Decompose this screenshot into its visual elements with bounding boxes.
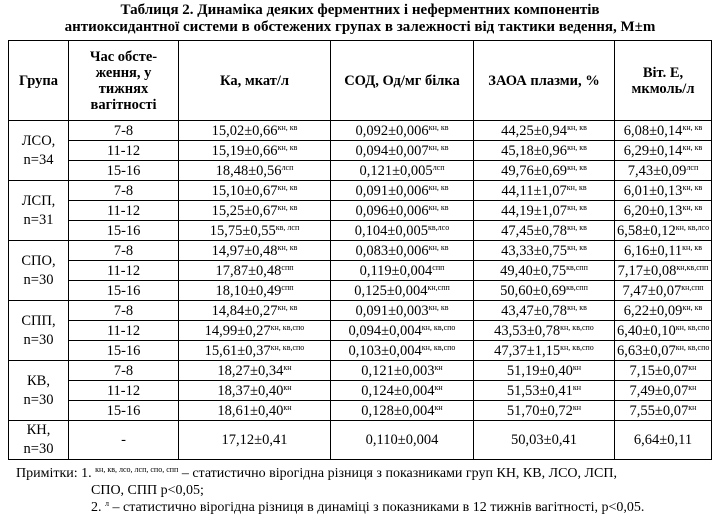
cell-significance: кн, кв (277, 202, 298, 212)
cell-significance: кв,спп (566, 282, 588, 292)
time-cell: 11-12 (69, 141, 179, 161)
group-label: КВ, n=30 (9, 361, 69, 421)
table-row (9, 341, 712, 361)
time-cell: 11-12 (69, 381, 179, 401)
value-cell (179, 281, 331, 301)
cell-value: 49,40±0,75 (500, 262, 567, 279)
cell-significance: спп (281, 282, 294, 292)
cell-value: 6,29±0,14 (623, 142, 683, 159)
cell-significance: кн, кв (277, 122, 298, 132)
table-body (9, 121, 712, 460)
cell-significance: кн (434, 362, 443, 372)
cell-value: 7,47±0,07 (622, 282, 682, 299)
table-notes (16, 465, 716, 516)
table-row (9, 241, 712, 261)
value-cell (331, 301, 474, 321)
cell-significance: кн, кв (682, 202, 703, 212)
cell-value: 6,08±0,14 (623, 122, 683, 139)
cell-value: 18,10±0,49 (215, 282, 282, 299)
cell-significance: кн, кв (428, 242, 449, 252)
cell-value: 47,37±1,15 (494, 342, 561, 359)
cell-value: 15,61±0,37 (204, 342, 271, 359)
cell-value: 51,53±0,41 (506, 382, 573, 399)
header-zaoa: ЗАОА плазми, % (474, 41, 615, 121)
cell-significance: кн (283, 362, 292, 372)
cell-value: 7,43±0,09 (627, 162, 687, 179)
cell-value: 15,75±0,55 (209, 222, 276, 239)
cell-value: 18,37±0,40 (217, 382, 284, 399)
cell-significance: кн, кв,спо (560, 322, 594, 332)
cell-value: 51,70±0,72 (506, 402, 573, 419)
cell-value: 14,99±0,27 (204, 322, 271, 339)
value-cell (474, 381, 615, 401)
cell-value: 6,63±0,07 (617, 342, 676, 359)
cell-significance: кв,лсо (428, 222, 450, 232)
value-cell (331, 361, 474, 381)
cell-significance: спп (432, 262, 445, 272)
cell-significance: кн, кв (682, 302, 703, 312)
cell-significance: кн, кв (428, 202, 449, 212)
value-cell (474, 141, 615, 161)
cell-value: 15,10±0,67 (211, 182, 278, 199)
value-cell (179, 261, 331, 281)
cell-value: 6,40±0,10 (617, 322, 676, 339)
cell-significance: кн, кв (428, 142, 449, 152)
cell-value: 44,11±1,07 (501, 182, 567, 199)
cell-value: 0,128±0,004 (361, 402, 435, 419)
header-sod: СОД, Од/мг білка (331, 41, 474, 121)
value-cell (615, 281, 712, 301)
cell-significance: кн, кв (567, 222, 587, 232)
value-cell (331, 341, 474, 361)
cell-value: 0,103±0,004 (348, 342, 422, 359)
note-2-superscript: л (105, 499, 109, 508)
cell-value: 15,02±0,66 (211, 122, 278, 139)
table-row (9, 141, 712, 161)
cell-value: 0,121±0,003 (361, 362, 435, 379)
value-cell (615, 341, 712, 361)
value-cell (179, 121, 331, 141)
value-cell (331, 261, 474, 281)
cell-significance: лсп (281, 162, 294, 172)
cell-value: 6,22±0,09 (623, 302, 683, 319)
cell-significance: кн, кв (428, 302, 449, 312)
cell-value: 0,119±0,004 (359, 262, 433, 279)
cell-value: 17,87±0,48 (215, 262, 282, 279)
value-cell (331, 181, 474, 201)
value-cell (474, 421, 615, 460)
cell-significance: кн, кв,лсо (675, 222, 710, 232)
cell-significance: кн, кв (567, 302, 587, 312)
table-row (9, 321, 712, 341)
table-title-line-2: антиоксидантної системи в обстежених групах в залежності від тактики ведення, M±m (64, 19, 656, 35)
value-cell (615, 301, 712, 321)
cell-significance: кн, кв (277, 302, 298, 312)
table-row (9, 261, 712, 281)
value-cell (615, 381, 712, 401)
note-1-superscript: кн, кв, лсо, лсп, спо, спп (95, 465, 179, 474)
cell-significance: кн (283, 402, 292, 412)
cell-value: 0,092±0,006 (355, 122, 429, 139)
cell-significance: лсп (686, 162, 699, 172)
value-cell (179, 241, 331, 261)
header-ka: Ка, мкат/л (179, 41, 331, 121)
time-cell: 15-16 (69, 221, 179, 241)
value-cell (615, 321, 712, 341)
value-cell (331, 401, 474, 421)
value-cell (474, 361, 615, 381)
table-row (9, 161, 712, 181)
value-cell (331, 321, 474, 341)
cell-significance: кн, кв,спо (421, 342, 456, 352)
cell-value: 47,45±0,78 (501, 222, 568, 239)
value-cell (331, 201, 474, 221)
group-label: ЛСП, n=31 (9, 181, 69, 241)
cell-significance: кн,кв,спп (676, 262, 709, 272)
time-cell: 15-16 (69, 161, 179, 181)
cell-significance: кн (283, 382, 292, 392)
cell-value: 7,17±0,08 (617, 262, 677, 279)
cell-significance: кн, кв (682, 242, 702, 252)
cell-significance: кн (572, 362, 582, 372)
value-cell (615, 401, 712, 421)
time-cell: 15-16 (69, 281, 179, 301)
cell-value: 0,094±0,004 (348, 322, 422, 339)
note-1-prefix: Примітки: 1. (16, 466, 92, 481)
table-row (9, 361, 712, 381)
group-label: ЛСО, n=34 (9, 121, 69, 181)
note-1-text: – статистично вірогідна різниця з показниками груп КН, КВ, ЛСО, ЛСП, (178, 466, 617, 481)
value-cell (474, 401, 615, 421)
cell-significance: кн, кв (428, 122, 449, 132)
value-cell (179, 201, 331, 221)
value-cell (615, 241, 712, 261)
cell-significance: кн, кв (567, 202, 587, 212)
cell-significance: кн (688, 382, 697, 392)
cell-value: 6,58±0,12 (617, 222, 676, 239)
cell-value: 0,096±0,006 (355, 202, 429, 219)
table-row (9, 181, 712, 201)
cell-value: 0,104±0,005 (354, 222, 428, 239)
cell-value: 18,27±0,34 (217, 362, 284, 379)
cell-value: 17,12±0,41 (221, 432, 288, 448)
cell-significance: кн, кв (567, 142, 587, 152)
value-cell (331, 241, 474, 261)
cell-value: 50,03±0,41 (511, 432, 577, 448)
cell-significance: лсп (432, 162, 445, 172)
value-cell (615, 361, 712, 381)
table-title (0, 2, 720, 36)
cell-value: 0,091±0,006 (355, 182, 429, 199)
time-cell: 7-8 (69, 241, 179, 261)
cell-value: 6,01±0,13 (623, 182, 683, 199)
cell-significance: кн (572, 382, 582, 392)
time-cell: 15-16 (69, 401, 179, 421)
table-row (9, 281, 712, 301)
value-cell (331, 121, 474, 141)
cell-value: 0,124±0,004 (361, 382, 435, 399)
cell-value: 43,33±0,75 (501, 242, 568, 259)
cell-significance: кн (688, 402, 697, 412)
cell-value: 44,25±0,94 (501, 122, 568, 139)
value-cell (331, 281, 474, 301)
cell-significance: кн, кв (277, 182, 298, 192)
group-label: СПП, n=30 (9, 301, 69, 361)
value-cell (179, 161, 331, 181)
table-title-line-1: Таблиця 2. Динаміка деяких ферментних і неферментних компонентів (120, 2, 600, 18)
cell-significance: кв, лсп (275, 222, 300, 232)
value-cell (179, 321, 331, 341)
cell-significance: кн, кв (682, 142, 703, 152)
value-cell (474, 241, 615, 261)
header-time: Час обсте-ження, у тижнях вагітності (69, 41, 179, 121)
cell-significance: кн, кв,спо (675, 322, 710, 332)
cell-significance: кн, кв (567, 242, 587, 252)
value-cell (179, 401, 331, 421)
cell-value: 7,55±0,07 (629, 402, 689, 419)
table-row (9, 121, 712, 141)
cell-value: 15,19±0,66 (211, 142, 278, 159)
cell-significance: кн,спп (681, 282, 704, 292)
data-table (8, 40, 712, 460)
cell-value: 0,125±0,004 (354, 282, 428, 299)
value-cell (474, 121, 615, 141)
value-cell (615, 121, 712, 141)
cell-significance: кн (688, 362, 697, 372)
value-cell (179, 421, 331, 460)
cell-significance: кн, кв (277, 242, 298, 252)
value-cell (179, 221, 331, 241)
cell-significance: кн, кв (567, 162, 587, 172)
value-cell (615, 261, 712, 281)
cell-value: 0,110±0,004 (365, 432, 439, 448)
value-cell (331, 421, 474, 460)
header-vit-e: Віт. Е, мкмоль/л (615, 41, 712, 121)
value-cell (615, 201, 712, 221)
cell-significance: спп (281, 262, 294, 272)
value-cell (615, 181, 712, 201)
group-label: СПО, n=30 (9, 241, 69, 301)
cell-value: 18,61±0,40 (217, 402, 284, 419)
value-cell (179, 301, 331, 321)
cell-significance: кн, кв (428, 182, 449, 192)
value-cell (474, 201, 615, 221)
value-cell (179, 141, 331, 161)
time-cell: 7-8 (69, 181, 179, 201)
cell-value: 6,20±0,13 (623, 202, 683, 219)
value-cell (331, 381, 474, 401)
cell-value: 49,76±0,69 (501, 162, 568, 179)
cell-significance: кн (434, 402, 443, 412)
value-cell (179, 361, 331, 381)
table-row (9, 301, 712, 321)
cell-significance: кн, кв,спо (675, 342, 710, 352)
time-cell: 11-12 (69, 201, 179, 221)
value-cell (474, 341, 615, 361)
cell-value: 51,19±0,40 (506, 362, 573, 379)
cell-significance: кн,спп (427, 282, 450, 292)
cell-value: 15,25±0,67 (211, 202, 278, 219)
cell-significance: кн, кв,спо (270, 322, 305, 332)
value-cell (474, 161, 615, 181)
cell-value: 6,16±0,11 (623, 242, 683, 259)
note-2-prefix: 2. (91, 500, 102, 515)
value-cell (474, 321, 615, 341)
value-cell (331, 161, 474, 181)
value-cell (474, 221, 615, 241)
value-cell (331, 141, 474, 161)
time-cell: 7-8 (69, 361, 179, 381)
cell-value: 0,091±0,003 (355, 302, 429, 319)
time-cell: - (69, 421, 179, 460)
cell-value: 7,15±0,07 (629, 362, 689, 379)
cell-significance: кн (572, 402, 582, 412)
value-cell (615, 161, 712, 181)
value-cell (474, 181, 615, 201)
cell-value: 0,083±0,006 (355, 242, 429, 259)
cell-value: 18,48±0,56 (215, 162, 282, 179)
value-cell (615, 141, 712, 161)
cell-significance: кн, кв,спо (560, 342, 594, 352)
cell-significance: кн, кв,спо (270, 342, 305, 352)
time-cell: 7-8 (69, 121, 179, 141)
table-row (9, 381, 712, 401)
cell-value: 14,84±0,27 (211, 302, 278, 319)
cell-value: 44,19±1,07 (501, 202, 568, 219)
table-row (9, 401, 712, 421)
value-cell (179, 181, 331, 201)
table-row (9, 221, 712, 241)
note-line-2: СПО, СПП p<0,05; (91, 483, 204, 498)
value-cell (615, 421, 712, 460)
table-header-row (9, 41, 712, 121)
cell-value: 43,53±0,78 (494, 322, 561, 339)
cell-value: 43,47±0,78 (501, 302, 568, 319)
cell-significance: кн, кв (566, 182, 587, 192)
cell-value: 6,64±0,11 (633, 432, 693, 448)
cell-value: 0,121±0,005 (359, 162, 433, 179)
header-group: Група (9, 41, 69, 121)
value-cell (179, 381, 331, 401)
cell-value: 7,49±0,07 (629, 382, 689, 399)
cell-value: 50,60±0,69 (500, 282, 567, 299)
cell-value: 45,18±0,96 (501, 142, 568, 159)
table-row (9, 421, 712, 460)
time-cell: 11-12 (69, 261, 179, 281)
value-cell (331, 221, 474, 241)
value-cell (474, 261, 615, 281)
note-line-1 (16, 465, 716, 482)
time-cell: 7-8 (69, 301, 179, 321)
cell-significance: кв,спп (566, 262, 588, 272)
time-cell: 15-16 (69, 341, 179, 361)
value-cell (179, 341, 331, 361)
cell-significance: кн, кв (682, 122, 703, 132)
value-cell (474, 281, 615, 301)
cell-value: 0,094±0,007 (355, 142, 429, 159)
cell-significance: кн, кв (567, 122, 587, 132)
note-2-text: – статистично вірогідна різниця в динаміці з показниками в 12 тижнів вагітності, p<0,05. (109, 500, 645, 515)
cell-significance: кн (434, 382, 443, 392)
cell-significance: кн, кв (682, 182, 703, 192)
table-row (9, 201, 712, 221)
cell-significance: кн, кв,спо (421, 322, 456, 332)
value-cell (474, 301, 615, 321)
cell-value: 14,97±0,48 (211, 242, 278, 259)
time-cell: 11-12 (69, 321, 179, 341)
note-line-3 (16, 499, 716, 516)
cell-significance: кн, кв (277, 142, 298, 152)
group-label: КН, n=30 (9, 421, 69, 460)
value-cell (615, 221, 712, 241)
